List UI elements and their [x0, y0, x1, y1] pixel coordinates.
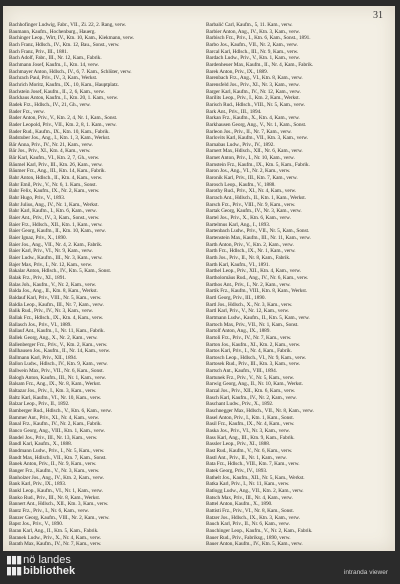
directory-entry: Barenbach Frz., Ang., VI., Ktn. 8, Kam., verw.	[206, 75, 303, 82]
directory-entry: Bandl Karl, Kaufm., X., 1888.	[9, 441, 72, 448]
directory-entry: Bach Franz, Hdlsch., IV., Ktn. 12, Bau., Sonst., verw.	[9, 41, 120, 48]
directory-entry: Bader Anton, Priv., V., Ktn. 2, 4, Nr. 1, Kam., Sonst.	[9, 115, 118, 122]
directory-entry: Barzal Jos., Priv., XII., Ktn. 6, Kam., verw.	[206, 388, 296, 395]
directory-entry: Banholzer Jos., Ang., IV., Ktn. 2, Kam., verw.	[9, 474, 104, 481]
directory-entry: Bartosek Rud., Priv., III., Ktn. 3, Kam., verw.	[206, 361, 301, 368]
directory-entry: Bank Karl, Priv., IX., 1893.	[9, 481, 67, 488]
logo-bars-icon-2: ▮▮▮	[6, 565, 22, 577]
directory-entry: Bartenstein Max, Kaufm., III., Nr. 11, Kam., verw.	[206, 235, 311, 241]
directory-entry: Baron Jos., Ang., VI., Nr. 2, Kam., verw.	[206, 168, 291, 175]
directory-entry: Bathelt Jos., Kaufm., XII., Nr. 5, Kam., Werkst.	[206, 474, 305, 481]
directory-entry: Barbo Jos., Kaufm., VII., Nr. 2, Kam., verw.	[206, 41, 298, 48]
directory-entry: Ballenberger Frz., Priv., V., Ktn. 2, Kam., verw.	[9, 341, 108, 348]
directory-entry: Bandt Max, Hdlsch., VII., Ktn. 7, Kam., Sonst.	[9, 454, 107, 461]
directory-entry: Battisti Frz., Priv., VI., Nr. 8, Kam., Sonst.	[206, 507, 294, 514]
directory-entry: Balik Rud., Priv., IV., Nr. 3, Kam., verw.	[9, 308, 93, 315]
directory-entry: Bäumel Karl, Priv., III., Ktn. 26, Kam., verw.	[9, 161, 103, 168]
directory-entry: Barth Karl, Kaufm., VI., 1891.	[206, 261, 270, 268]
directory-entry: Barkhausen Georg, Ang., V., Nr. 1, Kam., Sonst.	[206, 121, 307, 128]
directory-entry: Batsch Max, Priv., III., Nr. 4, Kam., verw.	[206, 494, 293, 501]
directory-entry: Basch Karl, Kaufm., IV., Nr. 2, Kam., verw.	[206, 394, 297, 401]
directory-entry: Bartholomäus Rud., Ang., IV., Nr. 6, Kam., verw.	[206, 274, 309, 281]
directory-entry: Balsam Frz., Ang., IX., Nr. 8, Kam., Werkst.	[9, 381, 102, 388]
directory-entry: Bachrich Moritz, Kaufm., IX., 10, Kam., Hauptplatz.	[9, 81, 119, 88]
directory-entry: Bata Frz., Hdlsch., VIII., Ktn. 7, Kam., verw.	[206, 461, 300, 468]
directory-entry: Bahr Felix, Kaufm., IX., Nr. 2, Kam., verw.	[9, 188, 100, 195]
directory-entry: Barilits Leop., Priv., I., Ktn. 2, Kam., Werkst.	[206, 95, 300, 102]
directory-entry: Barnet Anton, Priv., I., Nr. 10, Kam., verw.	[206, 155, 295, 162]
library-logo[interactable]	[6, 555, 75, 577]
directory-entry: Barnert Max, Hdlsch., XII., Nr. 6, Kam., verw.	[206, 148, 303, 155]
directory-entry: Baier Ant., Priv., IV., 3, Kam., Sonst., verw.	[9, 215, 100, 222]
directory-entry: Barek Anton, Priv., IX., 1889.	[206, 68, 269, 75]
directory-entry: Barensfeld Jos., Priv., XI., Nr. 3, Kam., verw.	[206, 81, 300, 88]
directory-entry: Barbalić Carl, Kaufm., 5, 11. Kam., verw.	[206, 22, 293, 28]
directory-entry: Ballauf Ant., Kaufm., I., Nr. 11, Kam., Fabrik.	[9, 328, 105, 335]
directory-entry: Bartosch Leop., Hdlsch., VI., Nr. 9, Kam., verw.	[206, 354, 307, 361]
directory-entry: Bäumer Frz., Ang., III., Ktn. 14, Kam., Fabrik.	[9, 168, 106, 175]
directory-entry: Bachmann Josef, Kaufm., I., Ktn. 14, verw.	[9, 61, 99, 68]
directory-entry: Barsch Frz., Priv., VIII., Nr. 9, Kam., verw.	[206, 201, 296, 208]
directory-entry: Baranek Ludw., Priv., X., Nr. 4, Kam., verw.	[9, 534, 102, 541]
directory-entry: Bachhofinger Ludwig, Fabr., VII., Zi. 22, 2. Rang, verw.	[9, 22, 127, 28]
directory-entry: Baier Karl, Priv., VI., Nr. 9, Kam., verw.	[9, 248, 93, 255]
directory-entry: Baschnegger Max, Hdlsch., VII., Nr. 8, Kam., verw.	[206, 408, 314, 415]
directory-entry: Bahr Anton, Hdlsch., II., Ktn. 4, Kam., verw.	[9, 175, 103, 182]
directory-entry: Bär Karl, Kaufm., VI., Ktn. 2, 7, Gh., verw.	[9, 155, 100, 162]
directory-entry: Bastl Ant., Priv., II., Nr. 1, Kam., verw.	[206, 454, 287, 461]
directory-entry: Bartmann Ludw., Kaufm., II., Ktn. 5, Kam., verw.	[206, 314, 310, 321]
directory-entry: Bartik Frz., Kaufm., VIII., Ktn. 8, Kam., Werkst.	[206, 288, 308, 295]
directory-entry: Baier Ludw., Kaufm., III., Nr. 3, Kam., verw.	[9, 254, 103, 261]
directory-entry: Bahr Emil, Priv., V., Nr. 6, 1. Kam., Sonst.	[9, 181, 97, 188]
directory-entry: Bardenheuer Max, Kaufm., II., Nr. 4, Kam., Fabrik.	[206, 61, 314, 68]
directory-entry: Barth Anton, Priv., V., Ktn. 2, Kam., verw.	[206, 241, 294, 248]
directory-entry: Bahr Hugo, Priv., V., 1893.	[9, 195, 66, 202]
directory-entry: Barwig Georg, Ang., II., Nr. 10, Kam., Werkst.	[206, 381, 303, 388]
directory-entry: Barbisch Frz., Priv., I., Ktn. 6, Kam., Sonst., 1891.	[206, 35, 311, 42]
directory-entry: Bader Rud., Kaufm., IX., Ktn. 10, Kam., Fabrik.	[9, 128, 110, 135]
directory-entry: Bass Karl, Ang., III., Ktn. 9, Kam., Fabrik.	[206, 434, 295, 441]
directory-entry: Banko Rud., Priv., III., Nr. 8, Kam., Werkst.	[9, 494, 101, 501]
directory-entry: Badek Frz., Hdlsch., IV., 21, Gh., verw.	[9, 101, 91, 108]
directory-entry: Barger Karl, Kaufm., IV., Nr. 12, Kam., verw.	[206, 88, 301, 95]
directory-entry: Barnstein Frz., Kaufm., IX., Ktn. 5, Kam., Fabrik.	[206, 161, 310, 168]
directory-entry: Baronik Karl, Priv., III., Ktn. 7, Kam., verw.	[206, 175, 298, 182]
directory-entry: Barlovits Karl, Kaufm., VII., Ktn. 3, Kam., verw.	[206, 135, 308, 142]
directory-entry: Bakalar Anton, Hdlsch., IV., Ktn. 5, Kam., Sonst.	[9, 268, 112, 275]
directory-entry: Ballek Georg, Ang., X., Nr. 2, Kam., verw.	[9, 334, 98, 341]
directory-entry: Ballwein Max, Priv., VII., Nr. 6, Kam., Sonst.	[9, 368, 104, 375]
directory-entry: Bartoch Max, Priv., VII., Nr. 1, Kam., Sonst.	[206, 321, 299, 328]
directory-entry: Backhaus Anton, Kaufm., I., Ktn. 20, 1. Kam., verw.	[9, 95, 119, 102]
viewer-label: intranda viewer	[343, 569, 388, 576]
directory-entry: Barrach Ant., Hdlsch., II., Ktn. 1, Kam., Werkst.	[206, 195, 307, 202]
document-page	[3, 6, 395, 551]
directory-entry: Bark Ant., Priv., III., 1894.	[206, 108, 262, 115]
directory-entry: Barbier Anton, Ang., IV., Ktn. 3, Kam., verw.	[206, 28, 300, 35]
directory-entry: Baldauf Karl, Priv., VIII., Nr. 5, Kam., verw.	[9, 294, 102, 301]
directory-entry: Banco Georg, Ang., VIII., Ktn. 1, Kam., verw.	[9, 428, 105, 435]
directory-entry: Balda Jos., Ang., II., Ktn. 8, Kam., Werkst.	[9, 288, 98, 295]
directory-entry: Bankl Leop., Kaufm., VI., Nr. 1, Kam., verw.	[9, 487, 103, 494]
directory-entry: Barnabas Ludw., Priv., IV., 1892.	[206, 141, 275, 148]
directory-entry: Bahr Julius, Ang., IV., Nr. 1, Kam., Werkst.	[9, 201, 99, 208]
left-column	[9, 22, 191, 548]
directory-entry: Banzer Georg, Kaufm., VIII., Nr. 2, Kam., verw.	[9, 514, 110, 521]
directory-entry: Bartl Karl, Priv., V., Nr. 12, Kam., verw.	[206, 308, 290, 315]
directory-entry: Ballasch Jos., Priv., VI., 1889.	[9, 321, 72, 328]
directory-entry: Basel Anton, Priv., I., Ktn. 1, Kam., Sonst.	[206, 414, 294, 421]
directory-entry: Bassler Leop., Priv., XI., 1888.	[206, 441, 271, 448]
directory-entry: Baier Jos., Ang., VII., Nr. 4, 2. Kam., Fabrik.	[9, 241, 103, 248]
directory-entry: Banal Frz., Kaufm., IV., Nr. 2, Kam., Fabrik.	[9, 421, 102, 428]
directory-entry: Bapst Jos., Priv., V., 1890.	[9, 521, 64, 528]
directory-entry: Baldia Leop., Kaufm., III., Nr. 7, Kam., verw.	[9, 301, 104, 308]
directory-entry: Bammer Ant., Priv., XI., Nr. 4, Kam., verw.	[9, 414, 100, 421]
directory-entry: Barath Max, Kaufm., IV., Nr. 7, Kam., verw.	[9, 541, 102, 548]
directory-entry: Baier Ignaz, Priv., X., 1890.	[9, 235, 67, 241]
directory-entry: Bartunek Frz., Priv., V., Nr. 5, Kam., verw.	[206, 374, 295, 381]
directory-entry: Basil Frz., Kaufm., IX., Nr. 4, Kam., verw.	[206, 421, 295, 428]
directory-entry: Barth Jos., Priv., II., Nr. 8, Kam., Fabrik.	[206, 254, 291, 261]
page-number: 31	[373, 10, 383, 21]
directory-entry: Bartl Jos., Hdlsch., X., Nr. 3, Kam., verw.	[206, 301, 293, 308]
directory-entry: Bantz Frz., Priv., I., Nr. 6, Kam., verw.	[9, 507, 89, 514]
directory-entry: Bauer Rud., Priv., Fabriksg., 1890, verw.	[206, 534, 291, 541]
directory-entry: Barthel Leop., Priv., XII., Ktn. 4, Kam., verw.	[206, 268, 301, 275]
directory-entry: Baltazar Jos., Priv., I., Ktn. 3, Kam., verw.	[9, 388, 97, 395]
directory-entry: Bachmayer Anton, Hdlsch., IV., 6, 7. Kam., Schlüter, verw.	[9, 68, 132, 75]
directory-entry: Bachstein Josef, Kaufm., II., 2, 6, Kam., verw.	[9, 88, 106, 95]
directory-entry: Ballon Ludw., Hdlsch., IV., Ktn. 9, Kam., verw.	[9, 361, 108, 368]
directory-entry: Barosch Leop., Kaufm., V., 1888.	[206, 181, 276, 188]
directory-entry: Baska Jos., Priv., VI., Nr. 3, Kam., verw.	[206, 428, 290, 435]
directory-entry: Baran Karl, Ang., II., Ktn. 5, Kam., Fabrik.	[9, 527, 99, 534]
directory-entry: Barleon Jos., Priv., II., Nr. 7, Kam., verw.	[206, 128, 292, 135]
directory-entry: Baltz Karl, Kaufm., VI., Nr. 10, Kam., verw.	[9, 394, 102, 401]
directory-entry: Bader Leopold, Priv., VII., Ktn. 2, 8, 1. Kam., verw.	[9, 121, 117, 128]
directory-entry: Bauch Karl, Priv., II., Nr. 6, Kam., verw.	[206, 521, 290, 528]
directory-entry: Balzar Leop., Priv., II., 1892.	[9, 401, 70, 408]
directory-entry: Bartolf Anton, Ang., IX., 1889.	[206, 328, 271, 335]
directory-entry: Ballhausen Jos., Kaufm., II., Nr. 14, Kam., verw.	[9, 348, 111, 355]
directory-entry: Bartel Jos., Priv., X., Ktn. 6, Kam., verw.	[206, 215, 291, 222]
directory-entry: Badstuber Jos., Ang., I., Ktn. 1, 3, Kam., Werkst.	[9, 135, 111, 142]
directory-entry: Baier Georg, Kaufm., II., Ktn. 10, Kam., verw.	[9, 228, 106, 235]
viewer-footer	[0, 551, 400, 584]
directory-entry: Banger Frz., Kaufm., V., Nr. 3, Kam., verw.	[9, 467, 100, 474]
directory-entry: Barth Frz., Hdlsch., IX., Nr. 1, Kam., verw.	[206, 248, 296, 255]
logo-line1: nö landes	[23, 554, 71, 566]
directory-entry: Barton Jos., Kaufm., XI., Ktn. 2, Kam., verw.	[206, 341, 301, 348]
directory-entry: Battel Anton, Kaufm., X., 1890.	[206, 501, 273, 508]
directory-entry: Bamberger Rud., Hdlsch., V., Ktn. 6, Kam., verw.	[9, 408, 112, 415]
directory-entry: Batzer Jos., Hdlsch., IX., Ktn. 3, Kam., verw.	[206, 514, 300, 521]
directory-entry: Batka Karl, Priv., I., Nr. 11, Kam., verw.	[206, 481, 290, 488]
directory-entry: Baumann, Kaufm., Hochenburg., Hauerg.	[9, 28, 96, 35]
directory-entry: Bartenbach Ludw., Priv., VII., Nr. 5, Kam., Sonst.	[206, 228, 310, 235]
directory-entry: Bach Franz, Priv., III., 1881.	[9, 48, 69, 55]
directory-entry: Balak Frz., Priv., XI., 1891.	[9, 274, 67, 281]
logo-bars-icon: ▮▮▮	[6, 554, 22, 566]
directory-entry: Bauer Anton, Kaufm., IV., Ktn. 5, Kam., verw.	[206, 541, 303, 548]
directory-entry: Bauchinger Leop., Kaufm., V., Nr. 2, Kam., Fabrik.	[206, 527, 313, 534]
directory-entry: Ballak Frz., Hdlsch., IX., Ktn. 4, Kam., verw.	[9, 314, 104, 321]
directory-entry: Bär Anna, Priv., IV., Nr. 21, Kam., verw.	[9, 141, 93, 148]
directory-entry: Batlogg Ludw., Ang., VII., Ktn. 2, Kam., verw.	[206, 487, 304, 494]
directory-entry: Ballmann Karl, Priv., XII., 1894.	[9, 354, 78, 361]
directory-entry: Bajer Max, Priv., I., Nr. 12, Kam., verw.	[9, 261, 93, 268]
directory-entry: Bartos Karl, Priv., I., Nr. 4, Kam., Fabrik.	[206, 348, 292, 355]
directory-entry: Bartelmus Karl, Ang., I., 1893.	[206, 221, 271, 228]
directory-entry: Bandmann Ludw., Priv., I., Nr. 5, Kam., verw.	[9, 448, 105, 454]
directory-entry: Barthos Ant., Priv., I., Nr. 2, Kam., verw.	[206, 281, 291, 288]
directory-entry: Barkan Frz., Kaufm., X., Ktn. 4, Kam., verw.	[206, 115, 300, 122]
directory-entry: Bartoli Frz., Priv., IV., Nr. 7, Kam., verw.	[206, 334, 292, 341]
directory-entry: Bandel Jos., Priv., III., Nr. 13, Kam., verw.	[9, 434, 98, 441]
directory-entry: Bannert Ant., Hdlsch., XII., Ktn. 3, Kam., verw.	[9, 501, 109, 508]
directory-entry: Bader Frz., verw.	[9, 108, 45, 115]
directory-entry: Baschant Ludw., Priv., X., 1892.	[206, 401, 274, 408]
directory-entry: Bachrach Paul, Priv., IV., 3, Kam., Werkst.	[9, 75, 98, 82]
directory-entry: Bachinger Leop., Wirt, IV., Ktn. 10, Kam., Kiekmann, verw.	[9, 35, 135, 42]
directory-entry: Banek Anton, Priv., II., Nr. 9, Kam., verw.	[9, 461, 97, 468]
directory-entry: Balas Joh., Kaufm., V., Nr. 2, Kam., verw.	[9, 281, 97, 288]
directory-entry: Bär Jos., Priv., XI., Ktn. 4, Kam., verw.	[9, 148, 91, 155]
logo-line2: bibliothek	[23, 565, 76, 577]
directory-entry: Baier Frz., Hdlsch., XII., Ktn. 1, Kam., verw.	[9, 221, 103, 228]
directory-entry: Bardach Ludw., Priv., V., Ktn. 1, Kam., verw.	[206, 55, 300, 62]
directory-entry: Bartsch Ant., Kaufm., VIII., 1894.	[206, 368, 278, 375]
directory-entry: Barcal Karl, Hdlsch., III., Nr. 9, Kam., verw.	[206, 48, 299, 55]
directory-entry: Batek Georg, Priv., IV., 1893.	[206, 467, 268, 474]
directory-entry: Bartl Georg, Priv., III., 1890.	[206, 294, 266, 301]
directory-entry: Barisch Rud., Hdlsch., VIII., Nr. 5, Kam., verw.	[206, 101, 305, 108]
directory-entry: Bartak Georg, Kaufm., IV., Nr. 3, Kam., verw.	[206, 208, 302, 215]
directory-entry: Balogh Anton, Kaufm., III., Nr. 1, Kam., verw.	[9, 374, 106, 381]
directory-entry: Bast Rud., Kaufm., V., Nr. 6, Kam., verw.	[206, 448, 293, 454]
directory-entry: Bahr Karl, Kaufm., I., Ktn. 6, Kam., verw.	[9, 208, 97, 215]
directory-entry: Barothy Rud., Priv., XI., Nr. 4, Kam., verw.	[206, 188, 297, 195]
directory-entry: Bach Adolf, Fabr., III., Nr. 12, Kam., Fabrik.	[9, 55, 102, 62]
right-column	[206, 22, 388, 548]
